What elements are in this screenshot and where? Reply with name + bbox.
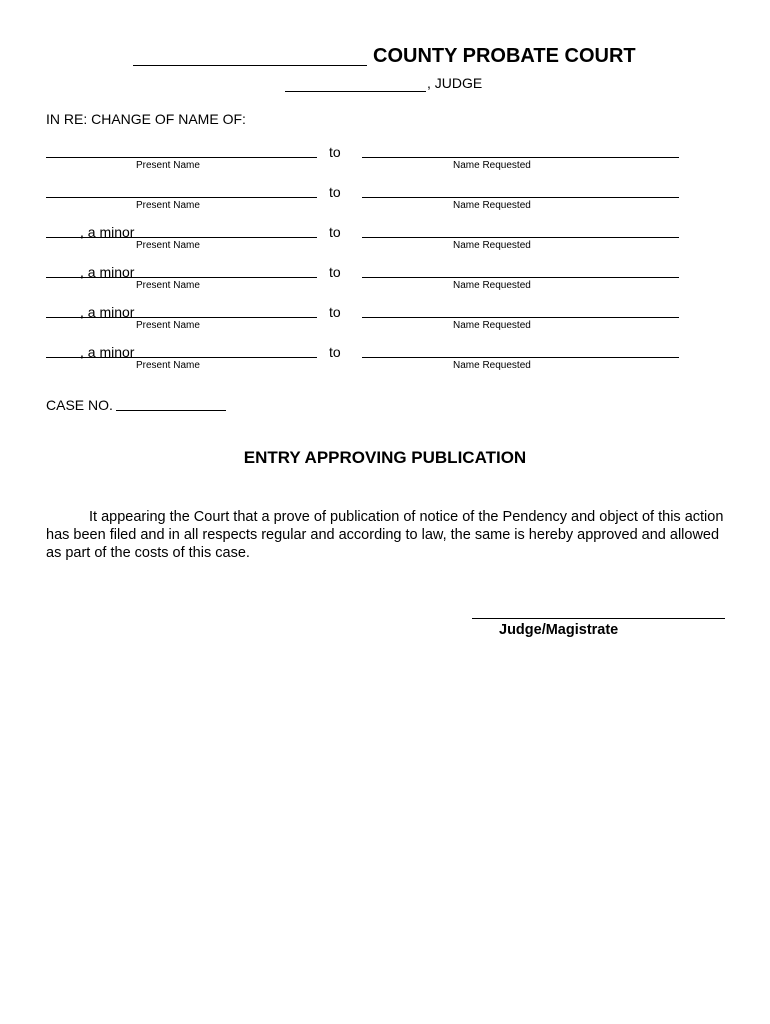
name-row [0,144,770,184]
judge-label: , JUDGE [427,75,483,91]
requested-name-caption: Name Requested [453,160,531,171]
name-row [0,264,770,304]
in-re-label: IN RE: CHANGE OF NAME OF: [46,111,246,127]
body-paragraph: It appearing the Court that a prove of publication of notice of the Pendency and object of this action has been filed and in all respects regular and according to law, the same is hereby approved and allowed as part of the costs of this case. [46,509,724,561]
signature-line[interactable] [472,618,725,619]
requested-name-field[interactable] [362,197,679,198]
name-row [0,344,770,384]
requested-name-field[interactable] [362,357,679,358]
minor-label: , a minor [80,344,135,360]
present-name-caption: Present Name [136,280,200,291]
to-label: to [329,184,341,200]
to-label: to [329,144,341,160]
case-number-label: CASE NO. [46,397,113,413]
name-row [0,304,770,344]
present-name-caption: Present Name [136,240,200,251]
name-row [0,184,770,224]
to-label: to [329,304,341,320]
requested-name-caption: Name Requested [453,240,531,251]
requested-name-field[interactable] [362,317,679,318]
minor-label: , a minor [80,224,135,240]
requested-name-field[interactable] [362,237,679,238]
present-name-caption: Present Name [136,160,200,171]
present-name-caption: Present Name [136,200,200,211]
minor-label: , a minor [80,304,135,320]
signature-label: Judge/Magistrate [499,622,619,638]
minor-label: , a minor [80,264,135,280]
court-title: COUNTY PROBATE COURT [373,45,636,67]
judge-name-field[interactable] [285,91,426,92]
present-name-caption: Present Name [136,320,200,331]
case-number-field[interactable] [116,410,226,411]
requested-name-caption: Name Requested [453,200,531,211]
requested-name-field[interactable] [362,157,679,158]
present-name-field[interactable] [46,157,317,158]
requested-name-caption: Name Requested [453,280,531,291]
present-name-field[interactable] [46,197,317,198]
requested-name-field[interactable] [362,277,679,278]
requested-name-caption: Name Requested [453,320,531,331]
to-label: to [329,224,341,240]
name-row [0,224,770,264]
requested-name-caption: Name Requested [453,360,531,371]
to-label: to [329,344,341,360]
county-name-field[interactable] [133,65,367,66]
to-label: to [329,264,341,280]
entry-title: ENTRY APPROVING PUBLICATION [243,448,527,467]
present-name-caption: Present Name [136,360,200,371]
